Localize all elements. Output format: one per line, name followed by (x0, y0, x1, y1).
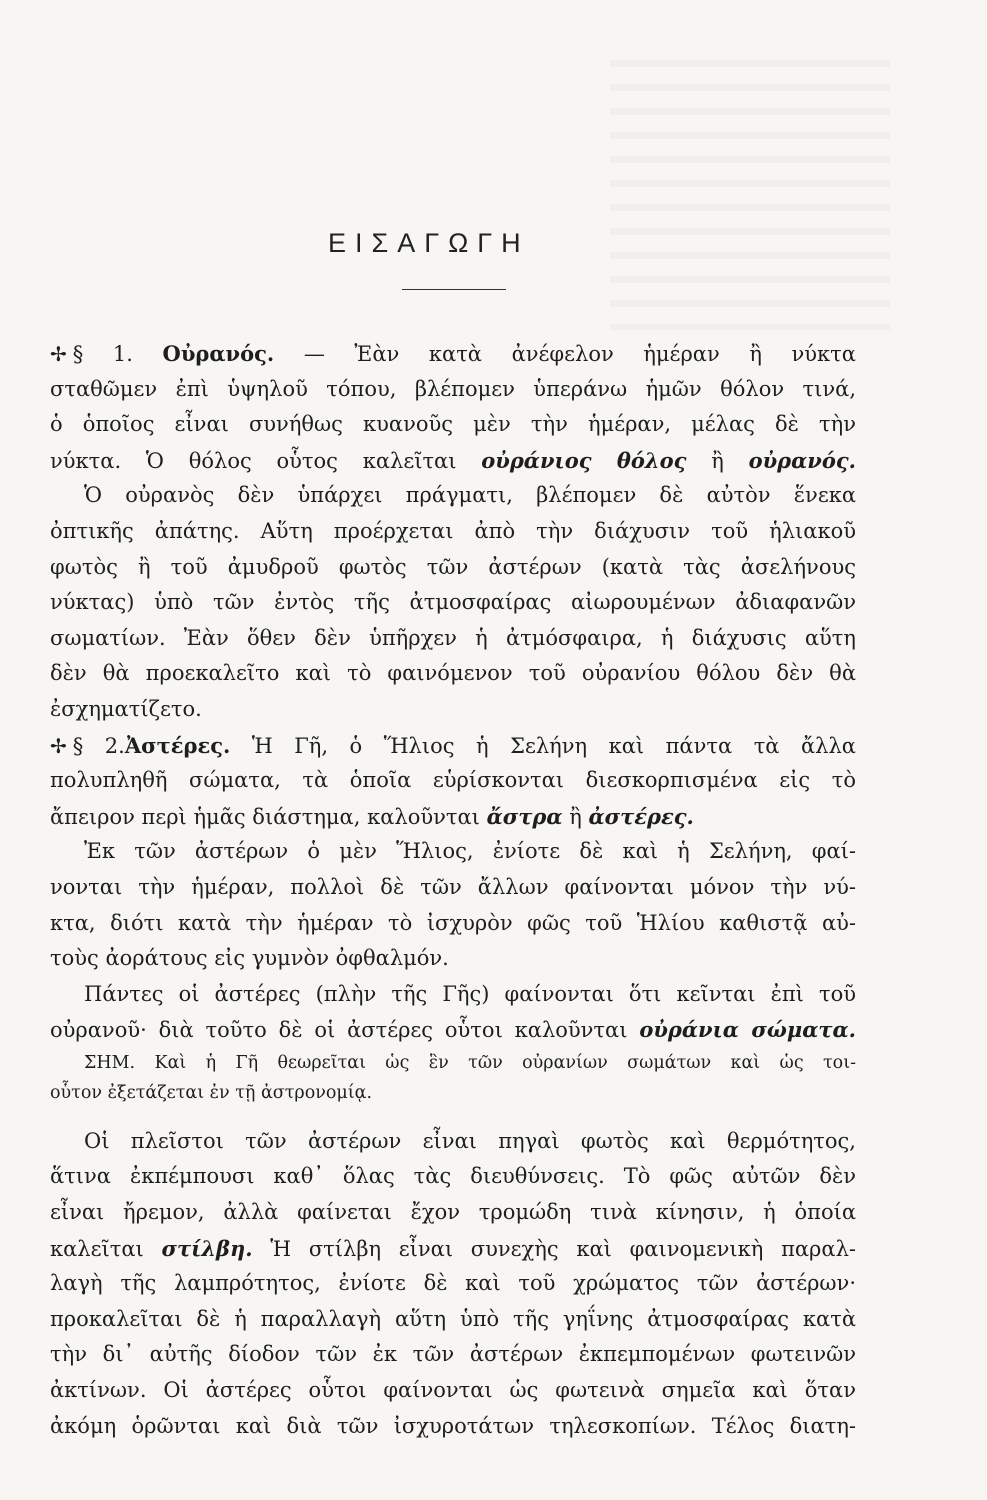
section-2-para2-line: Ἐκ τῶν ἀστέρων ὁ μὲν Ἥλιος, ἐνίοτε δὲ καὶ ἡ Σελήνη, φαί- (84, 839, 856, 864)
section-1-para2-line: νύκτας) ὑπὸ τῶν ἐντὸς τῆς ἀτμοσφαίρας αἰωρουμένων ἀδιαφανῶν (50, 590, 856, 615)
section-2-line-1: ✢ § 2.Ἀστέρες. Ἡ Γῆ, ὁ Ἥλιος ἡ Σελήνη καὶ πάντα τὰ ἄλλα (50, 732, 856, 758)
term-ourania-somata: οὐράνια σώματα. (639, 1017, 856, 1043)
section-2-para4-line: καλεῖται στίλβη. Ἡ στίλβη εἶναι συνεχὴς καὶ φαινομενικὴ παραλ- (50, 1235, 856, 1261)
term-ouranios-tholos: οὐράνιος θόλος (481, 447, 687, 473)
section-2-para4-line: λαγὴ τῆς λαμπρότητος, ἐνίοτε δὲ καὶ τοῦ χρώματος τῶν ἀστέρων· (50, 1271, 856, 1296)
section-2-para4-line: προκαλεῖται δὲ ἡ παραλλαγὴ αὕτη ὑπὸ τῆς γηΐνης ἀτμοσφαίρας κατὰ (50, 1306, 856, 1331)
chapter-heading: ΕΙΣΑΓΩΓΗ (328, 228, 530, 258)
section-2-para2-line: τοὺς ἀοράτους εἰς γυμνὸν ὀφθαλμόν. (50, 946, 449, 971)
page-body (50, 336, 856, 1444)
section-1-para2-line: ὀπτικῆς ἀπάτης. Αὕτη προέρχεται ἀπὸ τὴν διάχυσιν τοῦ ἡλιακοῦ (50, 518, 856, 543)
section-1-para2-line: ἐσχηματίζετο. (50, 696, 202, 721)
section-2-line-3: ἄπειρον περὶ ἡμᾶς διάστημα, καλοῦνται ἄστρα ἢ ἀστέρες. (50, 803, 694, 829)
section-2-para4-line: Οἱ πλεῖστοι τῶν ἀστέρων εἶναι πηγαὶ φωτὸς καὶ θερμότητος, (84, 1128, 856, 1153)
section-2-line-2: πολυπληθῆ σώματα, τὰ ὁποῖα εὑρίσκονται διεσκορπισμένα εἰς τὸ (50, 768, 856, 793)
section-1-para2-line: φωτὸς ἢ τοῦ ἀμυδροῦ φωτὸς τῶν ἀστέρων (κατὰ τὰς ἀσελήνους (50, 554, 856, 579)
section-1-line-4: νύκτα. Ὁ θόλος οὗτος καλεῖται οὐράνιος θόλος ἢ οὐρανός. (50, 447, 856, 473)
handwritten-cross-mark: ✢ (50, 733, 67, 758)
section-2-para4-line: ἀκόμη ὁρῶνται καὶ διὰ τῶν ἰσχυροτάτων τηλεσκοπίων. Τέλος διατη- (50, 1413, 856, 1438)
term-astra: ἄστρα (486, 803, 563, 829)
section-2-para3-line: Πάντες οἱ ἀστέρες (πλὴν τῆς Γῆς) φαίνονται ὅτι κεῖνται ἐπὶ τοῦ (84, 981, 856, 1006)
bleed-through-shadow (610, 60, 890, 330)
section-1-para2-line: δὲν θὰ προεκαλεῖτο καὶ τὸ φαινόμενον τοῦ οὐρανίου θόλου δὲν θὰ (50, 661, 856, 686)
section-2-para2-line: νονται τὴν ἡμέραν, πολλοὶ δὲ τῶν ἄλλων φαίνονται μόνον τὴν νύ- (50, 874, 856, 899)
term-ouranos: οὐρανός. (748, 447, 856, 473)
section-1-number: § 1. (72, 342, 133, 366)
term-asteres: ἀστέρες. (588, 803, 694, 829)
section-1-title: Οὐρανός. (162, 341, 275, 366)
section-2-para4-line: τὴν δι᾽ αὐτῆς δίοδον τῶν ἐκ τῶν ἀστέρων ἐκπεμπομένων φωτεινῶν (50, 1342, 856, 1367)
heading-rule (402, 289, 506, 290)
section-1-para2-line: Ὁ οὐρανὸς δὲν ὑπάρχει πράγματι, βλέπομεν δὲ αὐτὸν ἕνεκα (84, 483, 856, 508)
section-2-para4-line: εἶναι ἤρεμον, ἀλλὰ φαίνεται ἔχον τρομώδη τινὰ κίνησιν, ἡ ὁποία (50, 1200, 856, 1225)
section-1-line-1: ✢ § 1. Οὐρανός. — Ἐὰν κατὰ ἀνέφελον ἡμέραν ἢ νύκτα (50, 341, 856, 366)
paragraph-gap (50, 1108, 856, 1124)
section-2-number: § 2. (72, 733, 125, 758)
note-line: ΣΗΜ. Καὶ ἡ Γῆ θεωρεῖται ὡς ἓν τῶν οὐρανίων σωμάτων καὶ ὡς τοι- (84, 1052, 856, 1073)
section-1-line-3: ὁ ὁποῖος εἶναι συνήθως κυανοῦς μὲν τὴν ἡμέραν, μέλας δὲ τὴν (50, 412, 856, 437)
section-1-para2-line: σωματίων. Ἐὰν ὅθεν δὲν ὑπῆρχεν ἡ ἀτμόσφαιρα, ἡ διάχυσις αὕτη (50, 625, 856, 650)
section-1-line-2: σταθῶμεν ἐπὶ ὑψηλοῦ τόπου, βλέπομεν ὑπεράνω ἡμῶν θόλον τινά, (50, 376, 856, 401)
note-line: οὗτον ἐξετάζεται ἐν τῇ ἀστρονομίᾳ. (50, 1082, 373, 1103)
section-2-para4-line: ἅτινα ἐκπέμπουσι καθ᾽ ὅλας τὰς διευθύνσεις. Τὸ φῶς αὐτῶν δὲν (50, 1164, 856, 1189)
handwritten-cross-mark: ✢ (50, 342, 67, 366)
term-stilbi: στίλβη. (161, 1235, 253, 1261)
section-2-para4-line: ἀκτίνων. Οἱ ἀστέρες οὗτοι φαίνονται ὡς φωτεινὰ σημεῖα καὶ ὅταν (50, 1378, 856, 1403)
section-2-title: Ἀστέρες. (124, 732, 231, 758)
section-2-para2-line: κτα, διότι κατὰ τὴν ἡμέραν τὸ ἰσχυρὸν φῶς τοῦ Ἡλίου καθιστᾷ αὐ- (50, 910, 856, 935)
section-2-para3-line: οὐρανοῦ· διὰ τοῦτο δὲ οἱ ἀστέρες οὗτοι καλοῦνται οὐράνια σώματα. (50, 1017, 856, 1043)
